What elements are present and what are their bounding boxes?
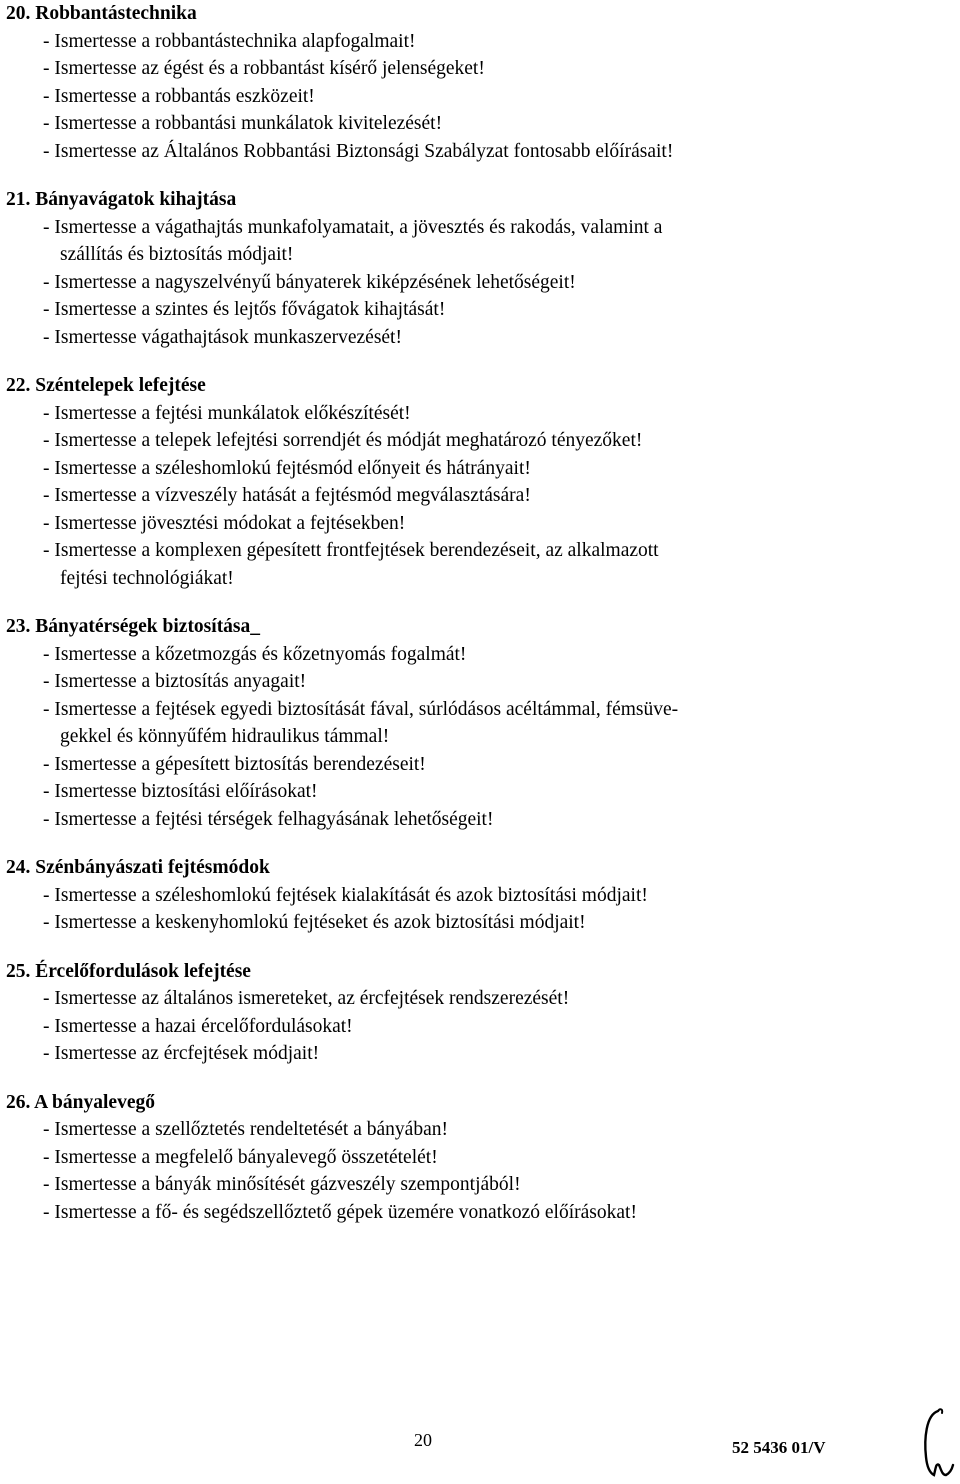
list-item-line: - Ismertesse a szintes és lejtős fővágatok kihajtását!	[43, 299, 446, 320]
question-list	[6, 985, 946, 1068]
question-list	[6, 1116, 946, 1226]
document-code: 52 5436 01/V	[732, 1438, 826, 1457]
list-item-line: - Ismertesse a robbantástechnika alapfogalmait!	[43, 30, 416, 52]
question-list	[6, 641, 946, 834]
section-heading: 21. Bányavágatok kihajtása	[6, 189, 237, 210]
page-number: 20	[414, 1430, 432, 1450]
list-item-line: - Ismertesse az Általános Robbantási Biztonsági Szabályzat fontosabb előírásait!	[43, 140, 674, 162]
list-item-line: - Ismertesse a széleshomlokú fejtésmód előnyeit és hátrányait!	[43, 457, 531, 479]
list-item	[6, 83, 946, 111]
list-item	[6, 537, 946, 592]
list-item-line: - Ismertesse a bányák minősítését gázveszély szempontjából!	[43, 1174, 521, 1195]
list-item	[6, 882, 946, 910]
list-item	[6, 28, 946, 56]
list-item	[6, 482, 946, 510]
list-item	[6, 214, 946, 269]
question-list	[6, 400, 946, 593]
section	[6, 186, 946, 351]
section-heading: 20. Robbantástechnika	[6, 3, 197, 24]
list-item-line: - Ismertesse a hazai ércelőfordulásokat!	[43, 1015, 353, 1037]
list-item	[6, 751, 946, 779]
list-item	[6, 641, 946, 669]
list-item	[6, 296, 946, 324]
list-item	[6, 55, 946, 83]
question-list	[6, 882, 946, 937]
list-item-line: - Ismertesse az ércfejtések módjait!	[43, 1043, 320, 1064]
list-item-line: szállítás és biztosítás módjait!	[60, 244, 294, 265]
section-heading: 26. A bányalevegő	[6, 1091, 155, 1113]
section-heading: 22. Széntelepek lefejtése	[6, 375, 206, 396]
section	[6, 854, 946, 937]
list-item-line: - Ismertesse a nagyszelvényű bányaterek kiképzésének lehetőségeit!	[43, 271, 576, 293]
list-item-line: - Ismertesse a komplexen gépesített frontfejtések berendezéseit, az alkalmazott	[43, 540, 659, 561]
list-item-line: - Ismertesse a robbantás eszközeit!	[43, 85, 315, 107]
list-item-line: - Ismertesse a fejtési munkálatok előkészítését!	[43, 402, 411, 424]
list-item	[6, 1199, 946, 1227]
section	[6, 1089, 946, 1227]
list-item	[6, 806, 946, 834]
question-list	[6, 28, 946, 166]
list-item	[6, 138, 946, 166]
list-item	[6, 668, 946, 696]
list-item	[6, 324, 946, 352]
list-item-line: - Ismertesse az égést és a robbantást kísérő jelenségeket!	[43, 58, 485, 79]
list-item-line: - Ismertesse jövesztési módokat a fejtésekben!	[43, 512, 406, 534]
list-item	[6, 778, 946, 806]
list-item-line: - Ismertesse biztosítási előírásokat!	[43, 781, 318, 802]
list-item	[6, 510, 946, 538]
list-item-line: - Ismertesse a fejtések egyedi biztosítását fával, súrlódásos acéltámmal, fémsüve-	[43, 698, 679, 720]
list-item	[6, 1013, 946, 1041]
list-item-line: gekkel és könnyűfém hidraulikus támmal!	[60, 726, 390, 747]
section	[6, 0, 946, 165]
list-item	[6, 400, 946, 428]
list-item	[6, 455, 946, 483]
list-item-line: - Ismertesse a fejtési térségek felhagyásának lehetőségeit!	[43, 808, 494, 830]
list-item-line: - Ismertesse a szellőztetés rendeltetését a bányában!	[43, 1119, 448, 1140]
list-item-line: - Ismertesse az általános ismereteket, az ércfejtések rendszerezését!	[43, 988, 570, 1009]
section-heading: 25. Ércelőfordulások lefejtése	[6, 960, 251, 982]
list-item-line: - Ismertesse a robbantási munkálatok kivitelezését!	[43, 113, 443, 134]
list-item	[6, 269, 946, 297]
list-item	[6, 1171, 946, 1199]
list-item-line: fejtési technológiákat!	[60, 567, 234, 589]
question-list	[6, 214, 946, 352]
list-item-line: - Ismertesse a biztosítás anyagait!	[43, 671, 307, 692]
list-item-line: - Ismertesse a keskenyhomlokú fejtéseket és azok biztosítási módjait!	[43, 912, 586, 933]
list-item-line: - Ismertesse a megfelelő bányalevegő összetételét!	[43, 1146, 438, 1168]
section	[6, 372, 946, 592]
list-item-line: - Ismertesse a kőzetmozgás és kőzetnyomás fogalmát!	[43, 643, 467, 665]
list-item	[6, 1116, 946, 1144]
list-item-line: - Ismertesse a gépesített biztosítás berendezéseit!	[43, 753, 426, 775]
section-heading: 24. Szénbányászati fejtésmódok	[6, 857, 270, 878]
list-item	[6, 427, 946, 455]
section	[6, 958, 946, 1068]
document-body	[6, 0, 946, 1226]
list-item	[6, 110, 946, 138]
list-item	[6, 985, 946, 1013]
list-item-line: - Ismertesse a széleshomlokú fejtések kialakítását és azok biztosítási módjait!	[43, 884, 648, 906]
list-item	[6, 696, 946, 751]
list-item	[6, 909, 946, 937]
section	[6, 613, 946, 833]
list-item-line: - Ismertesse a vágathajtás munkafolyamatait, a jövesztés és rakodás, valamint a	[43, 216, 663, 238]
handwritten-signature-icon	[916, 1405, 956, 1481]
list-item-line: - Ismertesse a vízveszély hatását a fejtésmód megválasztására!	[43, 485, 531, 506]
list-item-line: - Ismertesse a telepek lefejtési sorrendjét és módját meghatározó tényezőket!	[43, 430, 643, 451]
list-item-line: - Ismertesse vágathajtások munkaszervezését!	[43, 326, 402, 348]
list-item	[6, 1144, 946, 1172]
section-heading: 23. Bányatérségek biztosítása_	[6, 616, 261, 637]
list-item-line: - Ismertesse a fő- és segédszellőztető gépek üzemére vonatkozó előírásokat!	[43, 1201, 637, 1223]
list-item	[6, 1040, 946, 1068]
